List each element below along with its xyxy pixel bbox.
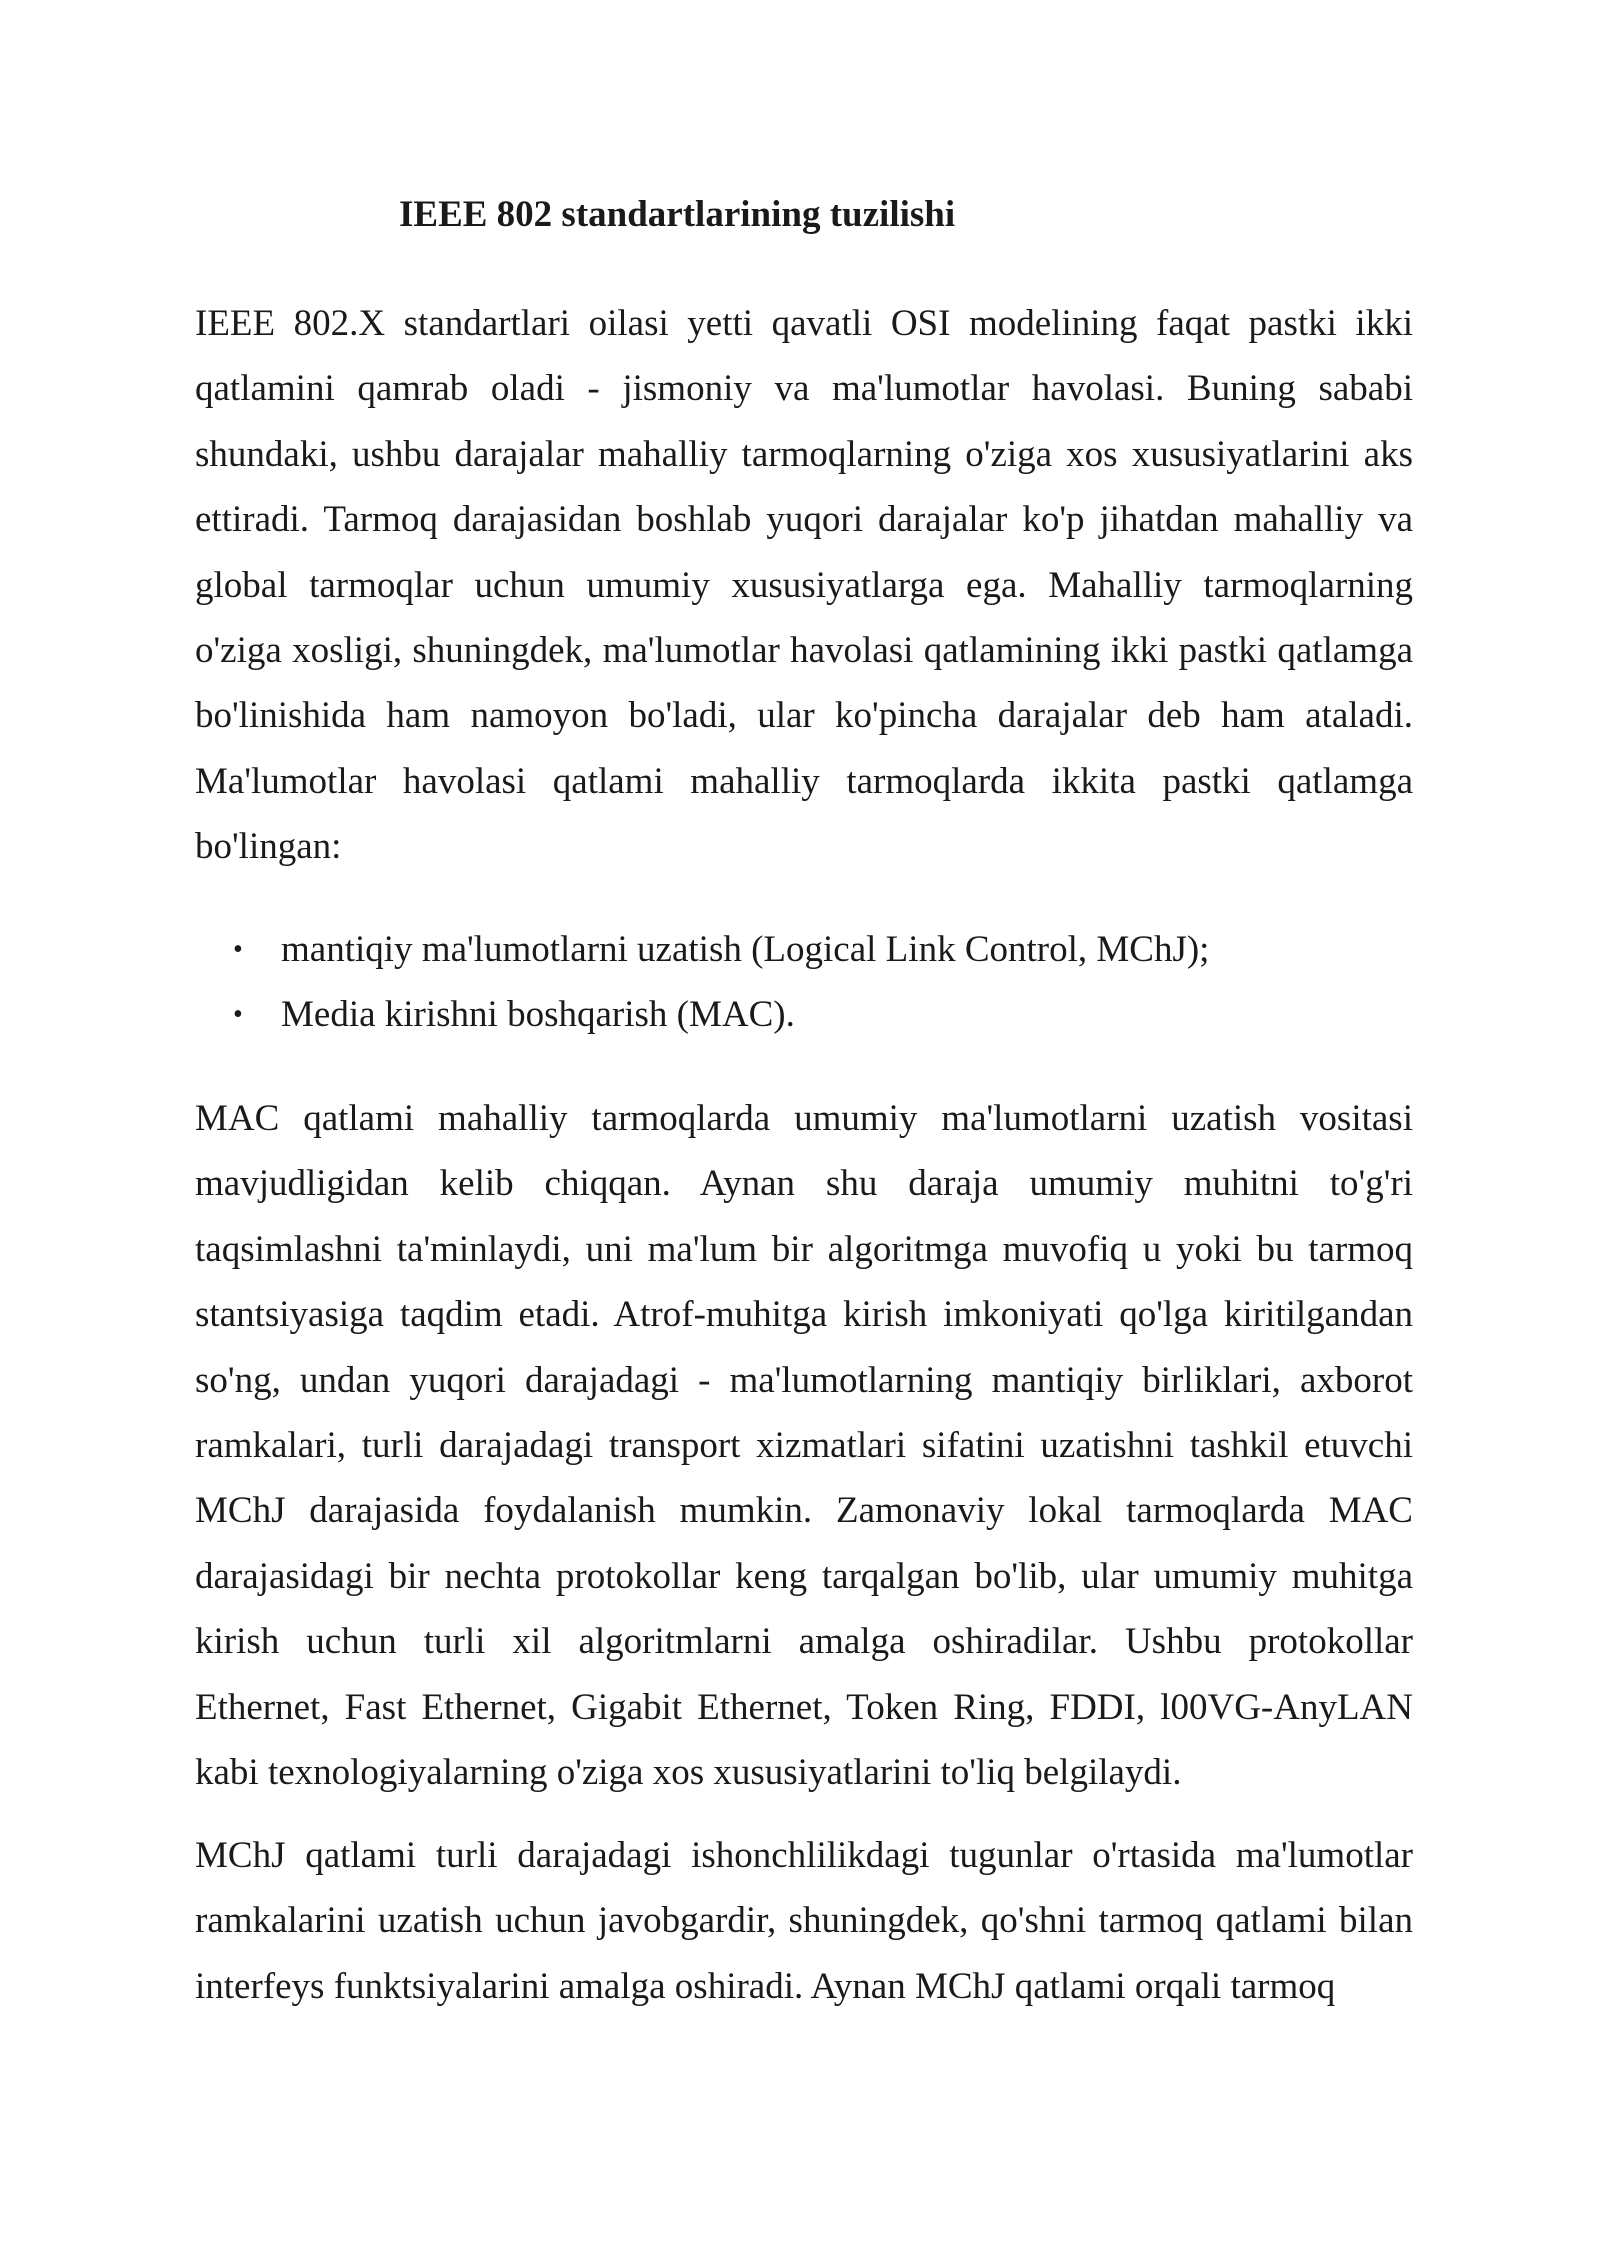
list-item-text: mantiqiy ma'lumotlarni uzatish (Logical Link Control, MChJ);	[281, 929, 1210, 970]
sublayer-list	[195, 917, 1413, 1048]
bullet-icon: •	[233, 999, 243, 1031]
list-item-text: Media kirishni boshqarish (MAC).	[281, 994, 795, 1036]
document-title: IEEE 802 standartlarining tuzilishi	[399, 194, 956, 235]
paragraph-llc: MChJ qatlami turli darajadagi ishonchlilikdagi tugunlar o'rtasida ma'lumotlar ramkalarini uzatish uchun javobgardir, shuningdek, qo'shni tarmoq qatlami bilan interfeys funktsiyalarini amalga oshiradi. Aynan MChJ qatlami orqali tarmoq	[195, 1835, 1413, 2007]
list-item	[195, 982, 1413, 1047]
paragraph-intro: IEEE 802.X standartlari oilasi yetti qavatli OSI modelining faqat pastki ikki qatlamini qamrab oladi - jismoniy va ma'lumotlar havolasi. Buning sababi shundaki, ushbu darajalar mahalliy tarmoqlarning o'ziga xos xususiyatlarini aks ettiradi. Tarmoq darajasidan boshlab yuqori darajalar ko'p jihatdan mahalliy va global tarmoqlar uchun umumiy xususiyatlarga ega. Mahalliy tarmoqlarning o'ziga xosligi, shuningdek, ma'lumotlar havolasi qatlamining ikki pastki qatlamga bo'linishida ham namoyon bo'ladi, ular ko'pincha darajalar deb ham ataladi. Ma'lumotlar havolasi qatlami mahalliy tarmoqlarda ikkita pastki qatlamga bo'lingan:	[195, 303, 1413, 868]
bullet-icon: •	[233, 934, 243, 965]
list-item	[195, 917, 1413, 982]
paragraph-mac: MAC qatlami mahalliy tarmoqlarda umumiy ma'lumotlarni uzatish vositasi mavjudligidan kelib chiqqan. Aynan shu daraja umumiy muhitni to'g'ri taqsimlashni ta'minlaydi, uni ma'lum bir algoritmga muvofiq u yoki bu tarmoq stantsiyasiga taqdim etadi. Atrof-muhitga kirish imkoniyati qo'lga kiritilgandan so'ng, undan yuqori darajadagi - ma'lumotlarning mantiqiy birliklari, axborot ramkalari, turli darajadagi transport xizmatlari sifatini uzatishni tashkil etuvchi MChJ darajasida foydalanish mumkin. Zamonaviy lokal tarmoqlarda MAC darajasidagi bir nechta protokollar keng tarqalgan bo'lib, ular umumiy muhitga kirish uchun turli xil algoritmlarni amalga oshiradilar. Ushbu protokollar Ethernet, Fast Ethernet, Gigabit Ethernet, Token Ring, FDDI, l00VG-AnyLAN kabi texnologiyalarning o'ziga xos xususiyatlarini to'liq belgilaydi.	[195, 1098, 1413, 1794]
